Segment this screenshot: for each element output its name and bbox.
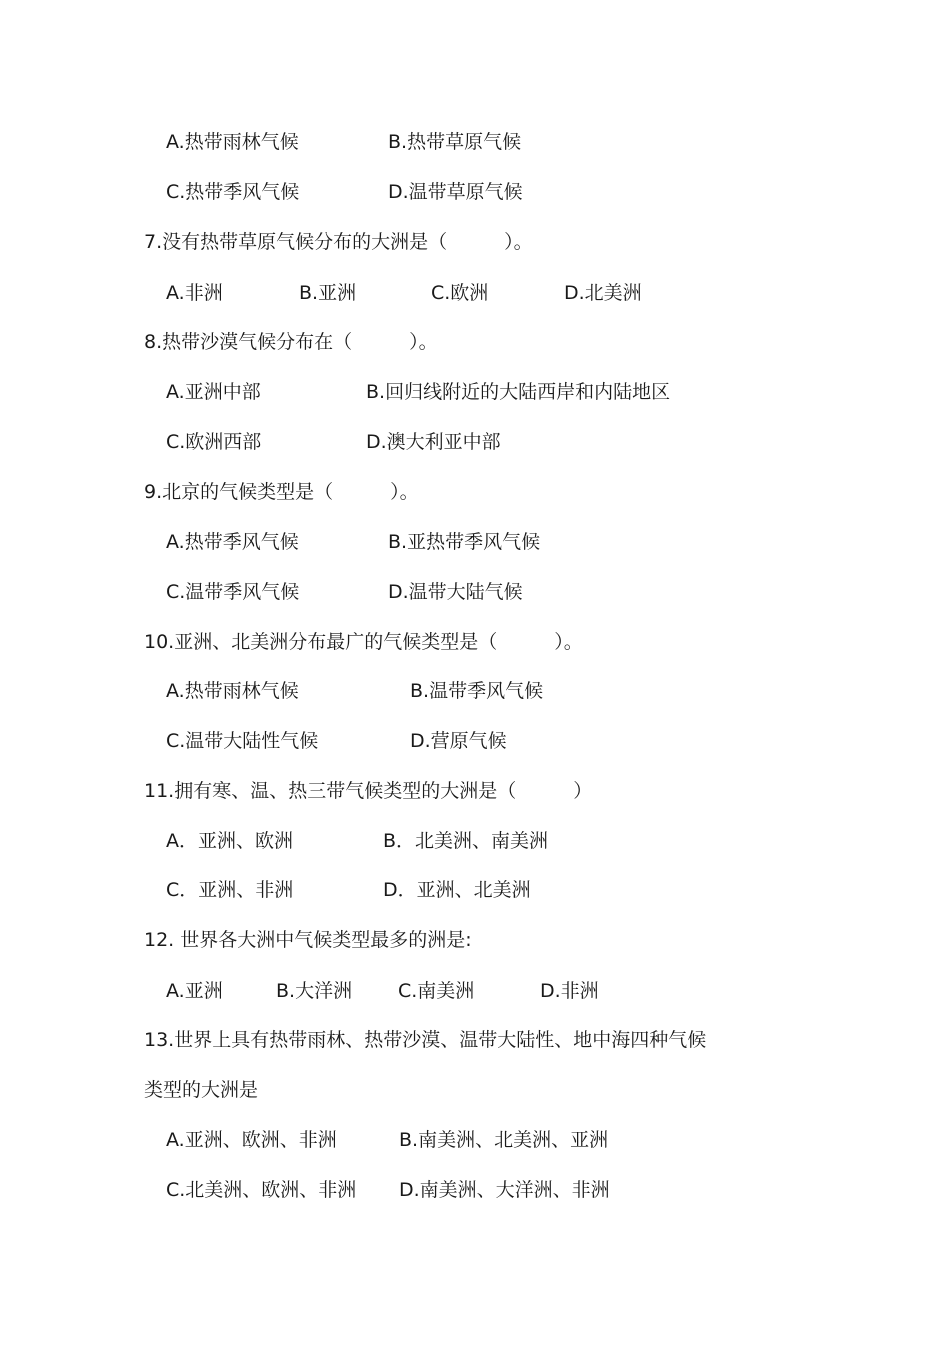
option-b: B.热带草原气候	[388, 131, 522, 153]
q13-option-b: B.南美洲、北美洲、亚洲	[399, 1129, 609, 1151]
q11-option-a: A．亚洲、欧洲	[166, 830, 293, 852]
q11-option-d: D．亚洲、北美洲	[383, 879, 531, 901]
question-8-stem: 8.热带沙漠气候分布在（ ）。	[144, 331, 438, 353]
question-11-stem: 11.拥有寒、温、热三带气候类型的大洲是（ ）	[144, 780, 593, 802]
q12-option-c: C.南美洲	[398, 980, 475, 1002]
question-13-stem-continued: 类型的大洲是	[144, 1079, 259, 1101]
question-7-stem: 7.没有热带草原气候分布的大洲是（ ）。	[144, 231, 533, 253]
q7-option-c: C.欧洲	[431, 282, 489, 304]
q8-option-d: D.澳大利亚中部	[366, 431, 501, 453]
q12-option-a: A.亚洲	[166, 980, 223, 1002]
q11-option-c: C．亚洲、非洲	[166, 879, 294, 901]
q13-option-c: C.北美洲、欧洲、非洲	[166, 1179, 357, 1201]
option-a: A.热带雨林气候	[166, 131, 299, 153]
option-c: C.热带季风气候	[166, 181, 300, 203]
q11-option-b: B．北美洲、南美洲	[383, 830, 549, 852]
q12-option-d: D.非洲	[540, 980, 599, 1002]
q9-option-b: B.亚热带季风气候	[388, 531, 541, 553]
option-d: D.温带草原气候	[388, 181, 523, 203]
q10-option-a: A.热带雨林气候	[166, 680, 299, 702]
q9-option-d: D.温带大陆气候	[388, 581, 523, 603]
q10-option-c: C.温带大陆性气候	[166, 730, 319, 752]
q7-option-d: D.北美洲	[564, 282, 642, 304]
q8-option-b: B.回归线附近的大陆西岸和内陆地区	[366, 381, 671, 403]
q7-option-a: A.非洲	[166, 282, 223, 304]
question-13-stem: 13.世界上具有热带雨林、热带沙漠、温带大陆性、地中海四种气候	[144, 1029, 707, 1051]
q8-option-a: A.亚洲中部	[166, 381, 261, 403]
q10-option-d: D.营原气候	[410, 730, 507, 752]
q12-option-b: B.大洋洲	[276, 980, 353, 1002]
q13-option-d: D.南美洲、大洋洲、非洲	[399, 1179, 610, 1201]
q8-option-c: C.欧洲西部	[166, 431, 262, 453]
q10-option-b: B.温带季风气候	[410, 680, 544, 702]
question-10-stem: 10.亚洲、北美洲分布最广的气候类型是（ ）。	[144, 631, 583, 653]
q7-option-b: B.亚洲	[299, 282, 357, 304]
q9-option-a: A.热带季风气候	[166, 531, 299, 553]
q13-option-a: A.亚洲、欧洲、非洲	[166, 1129, 337, 1151]
question-12-stem: 12. 世界各大洲中气候类型最多的洲是:	[144, 929, 472, 951]
q9-option-c: C.温带季风气候	[166, 581, 300, 603]
question-9-stem: 9.北京的气候类型是（ ）。	[144, 481, 419, 503]
